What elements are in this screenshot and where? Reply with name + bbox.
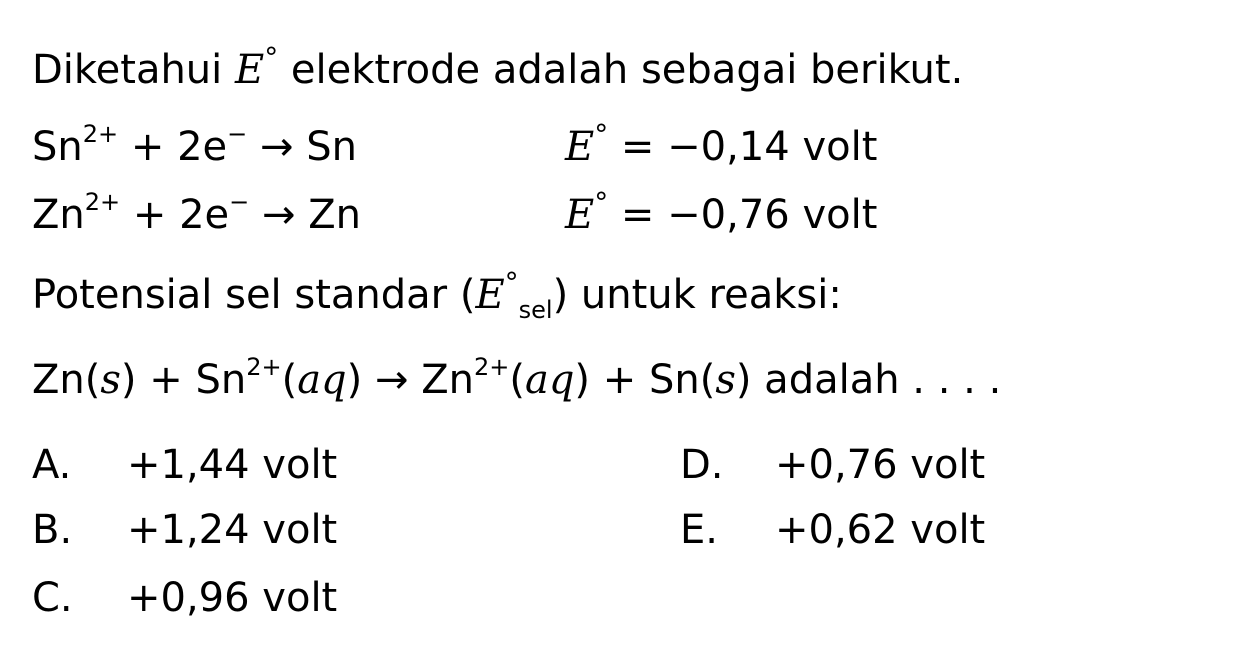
state-label: s — [715, 357, 736, 403]
electrons: + 2e — [132, 192, 230, 238]
electron-charge: − — [229, 188, 250, 216]
potential-value: = −0,76 volt — [620, 192, 878, 238]
product-sn: ) + Sn( — [574, 357, 716, 403]
potential-value: = −0,14 volt — [620, 124, 878, 170]
intro-after: elektrode adalah sebagai berikut. — [290, 47, 964, 93]
product: Zn — [308, 192, 361, 238]
ion-charge: 2+ — [473, 353, 510, 381]
reactant-ion: Sn — [32, 124, 83, 170]
reaction-arrow: → — [259, 124, 294, 170]
question-after: ) untuk reaksi: — [552, 272, 842, 318]
option-text: +0,76 volt — [775, 442, 986, 488]
question-text — [32, 266, 842, 324]
option-letter: E. — [680, 507, 718, 553]
potential-symbol: E — [235, 47, 265, 93]
half-reaction-zn — [32, 188, 361, 238]
half-reaction-sn — [32, 120, 357, 170]
degree-symbol: ° — [594, 118, 609, 151]
question-ending: ) adalah . . . . — [735, 357, 1002, 403]
ion-charge: 2+ — [246, 353, 282, 381]
option-letter: C. — [32, 575, 73, 621]
half-reaction-zn-potential — [565, 186, 878, 238]
state-label: aq — [297, 357, 347, 403]
degree-symbol: ° — [264, 41, 279, 74]
option-letter: D. — [680, 442, 724, 488]
option-b[interactable] — [32, 507, 338, 553]
reactant-ion: Zn — [32, 192, 85, 238]
question-before: Potensial sel standar ( — [32, 272, 476, 318]
paren-close: ) — [346, 357, 363, 403]
product-zn: Zn — [421, 357, 474, 403]
state-label: s — [100, 357, 121, 403]
electrons: + 2e — [130, 124, 228, 170]
half-reaction-sn-potential — [565, 118, 878, 170]
option-letter: A. — [32, 442, 72, 488]
reactant-zn: Zn( — [32, 357, 101, 403]
potential-symbol: E — [565, 192, 595, 238]
option-e[interactable] — [680, 507, 986, 553]
reaction-arrow: → — [262, 192, 296, 238]
option-text: +1,24 volt — [127, 507, 338, 553]
option-text: +0,96 volt — [127, 575, 338, 621]
ion-charge: 2+ — [84, 188, 121, 216]
reactant-sn: ) + Sn — [120, 357, 247, 403]
option-a[interactable] — [32, 442, 338, 488]
product: Sn — [306, 124, 357, 170]
intro-before: Diketahui — [32, 47, 223, 93]
state-label: aq — [524, 357, 575, 403]
option-d[interactable] — [680, 442, 986, 488]
degree-symbol: ° — [594, 186, 609, 219]
intro-text — [32, 41, 964, 93]
potential-symbol: E — [565, 124, 595, 170]
electron-charge: − — [227, 120, 248, 148]
option-letter: B. — [32, 507, 73, 553]
paren-open: ( — [509, 357, 525, 403]
potential-symbol: E — [475, 272, 505, 318]
paren-open: ( — [281, 357, 298, 403]
ion-charge: 2+ — [82, 120, 119, 148]
reaction-arrow: → — [374, 357, 409, 403]
option-text: +1,44 volt — [127, 442, 338, 488]
overall-reaction — [32, 353, 1002, 403]
subscript-sel: sel — [518, 296, 553, 324]
option-c[interactable] — [32, 575, 338, 621]
degree-symbol: ° — [504, 266, 519, 299]
option-text: +0,62 volt — [775, 507, 986, 553]
